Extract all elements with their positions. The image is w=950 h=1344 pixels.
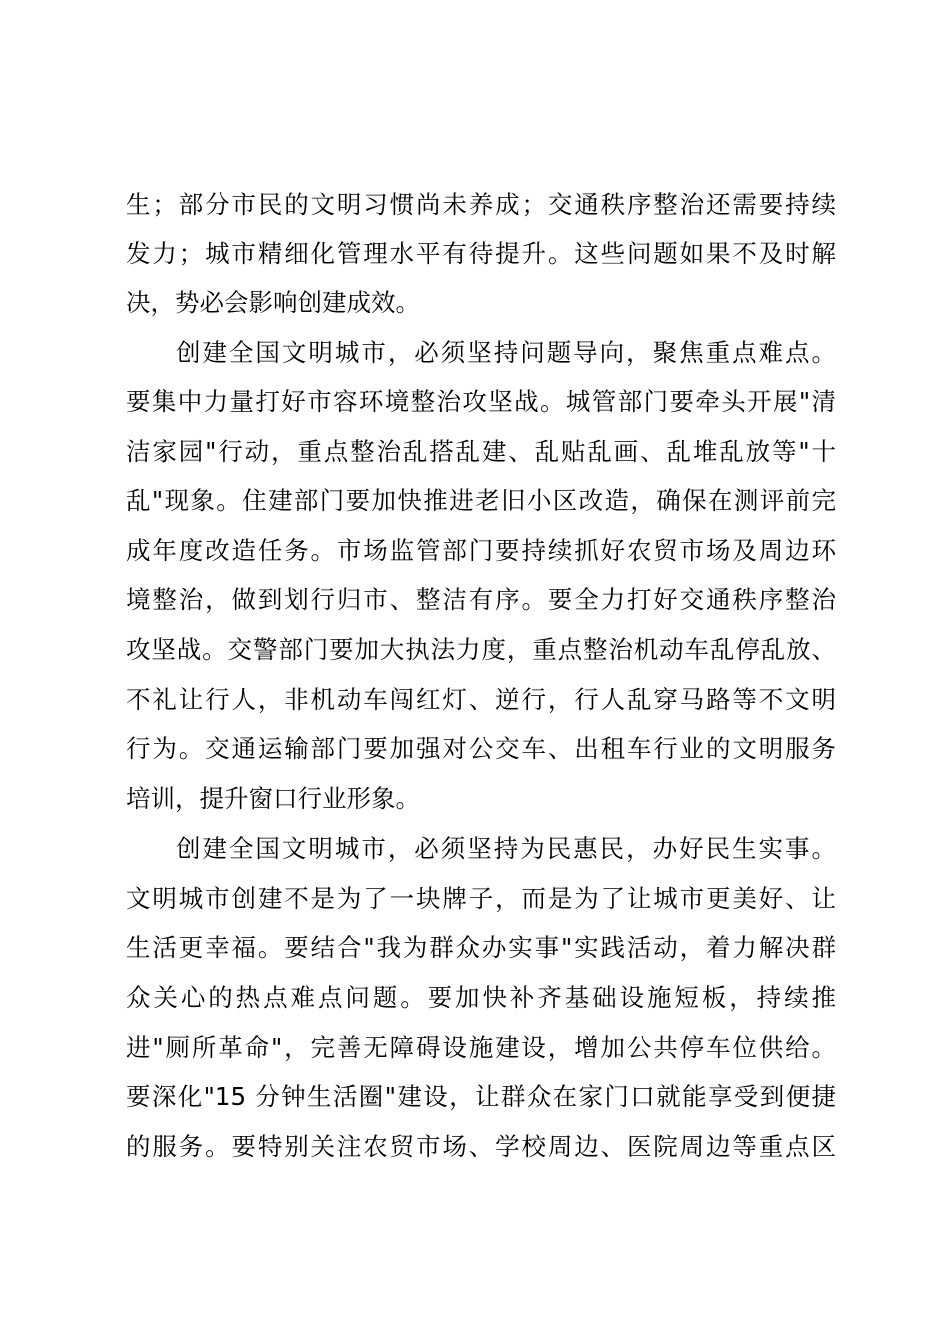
paragraph-first-line: 创建全国文明城市，必须坚持为民惠民，办好民生实事。 <box>176 834 836 863</box>
text-line: 发力；城市精细化管理水平有待提升。这些问题如果不及时解 <box>126 239 836 268</box>
text-line: 洁家园"行动，重点整治乱搭乱建、乱贴乱画、乱堆乱放等"十 <box>126 437 836 466</box>
text-line: 乱"现象。住建部门要加快推进老旧小区改造，确保在测评前完 <box>126 486 836 515</box>
text-line: 众关心的热点难点问题。要加快补齐基础设施短板，持续推 <box>126 983 836 1012</box>
text-line: 生；部分市民的文明习惯尚未养成；交通秩序整治还需要持续 <box>126 190 836 219</box>
text-line: 成年度改造任务。市场监管部门要持续抓好农贸市场及周边环 <box>126 536 836 565</box>
text-line: 进"厕所革命"，完善无障碍设施建设，增加公共停车位供给。 <box>126 1033 836 1062</box>
text-line: 文明城市创建不是为了一块牌子，而是为了让城市更美好、让 <box>126 884 836 913</box>
text-line: 不礼让行人，非机动车闯红灯、逆行，行人乱穿马路等不文明 <box>126 685 836 714</box>
text-line: 攻坚战。交警部门要加大执法力度，重点整治机动车乱停乱放、 <box>126 635 836 664</box>
text-line: 的服务。要特别关注农贸市场、学校周边、医院周边等重点区 <box>126 1132 836 1161</box>
text-line: 要集中力量打好市容环境整治攻坚战。城管部门要牵头开展"清 <box>126 387 836 416</box>
paragraph-first-line: 创建全国文明城市，必须坚持问题导向，聚焦重点难点。 <box>176 338 836 367</box>
text-line: 决，势必会影响创建成效。 <box>126 288 420 317</box>
text-line: 培训，提升窗口行业形象。 <box>126 784 420 813</box>
text-line: 境整治，做到划行归市、整洁有序。要全力打好交通秩序整治 <box>126 585 836 614</box>
text-line: 行为。交通运输部门要加强对公交车、出租车行业的文明服务 <box>126 734 836 763</box>
text-line: 要深化"15 分钟生活圈"建设，让群众在家门口就能享受到便捷 <box>126 1082 836 1111</box>
text-line: 生活更幸福。要结合"我为群众办实事"实践活动，着力解决群 <box>126 933 836 962</box>
